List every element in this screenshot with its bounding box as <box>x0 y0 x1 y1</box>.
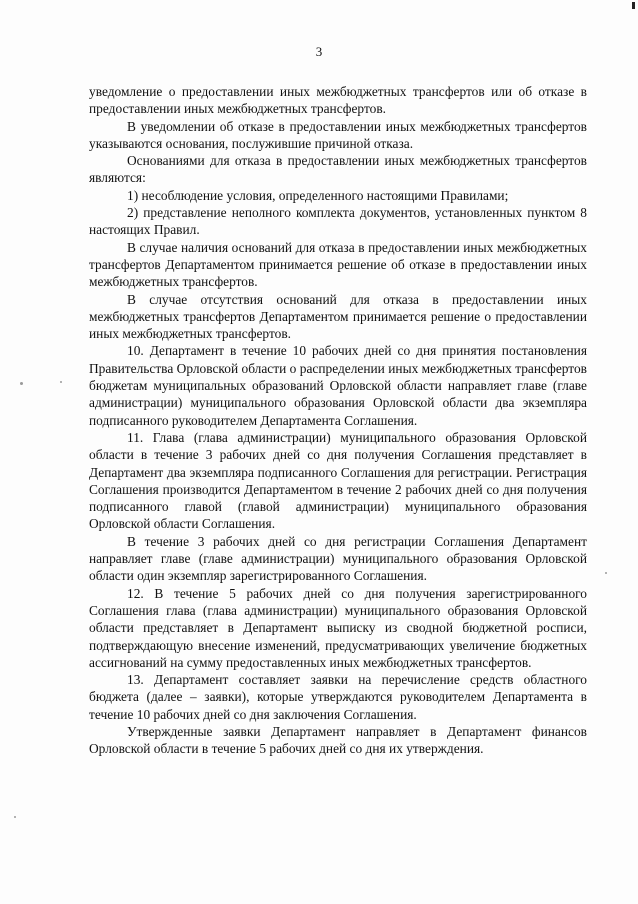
paragraph-notification-continuation: уведомление о предоставлении иных межбюджетных трансфертов или об отказе в предоставлении иных межбюджетных трансфертов. <box>89 84 587 117</box>
paragraph-clause-10: 10. Департамент в течение 10 рабочих дней со дня принятия постановления Правительства Орловской области о распределении иных межбюджетных трансфертов бюджетам муниципальных образований Орловской области направляет главе (главе администрации) муниципального образования Орловской области два экземпляра подписанного руководителем Департамента Соглашения. <box>89 343 587 428</box>
paragraph-clause-13: 13. Департамент составляет заявки на перечисление средств областного бюджета (далее – заявки), которые утверждаются руководителем Департамента в течение 10 рабочих дней со дня заключения Соглашения. <box>89 672 587 722</box>
scan-corner-mark <box>632 2 635 9</box>
paragraph-clause-11: 11. Глава (глава администрации) муниципального образования Орловской области в течение 3 рабочих дней со дня получения Соглашения представляет в Департамент два экземпляра подписанного Соглашения для регистрации. Регистрация Соглашения производится Департаментом в течение 2 рабочих дней со дня получения подписанного главой (главой администрации) муниципального образования Орловской области Соглашения. <box>89 429 587 532</box>
scan-speck <box>60 381 62 383</box>
list-item-refusal-ground-1: 1) несоблюдение условия, определенного настоящими Правилами; <box>127 187 509 203</box>
scan-speck <box>20 382 23 385</box>
paragraph-approval-decision: В случае отсутствия оснований для отказа в предоставлении иных межбюджетных трансфертов Департаментом принимается решение о предоставлении иных межбюджетных трансфертов. <box>89 291 587 342</box>
paragraph-refusal-grounds-intro: Основаниями для отказа в предоставлении иных межбюджетных трансфертов являются: <box>89 153 587 186</box>
list-item-refusal-ground-2: 2) представление неполного комплекта документов, установленных пунктом 8 настоящих Правил. <box>89 205 587 238</box>
paragraph-refusal-decision: В случае наличия оснований для отказа в предоставлении иных межбюджетных трансфертов Департаментом принимается решение об отказе в предоставлении иных межбюджетных трансфертов. <box>89 239 587 290</box>
document-body <box>89 83 587 758</box>
paragraph-refusal-grounds-stated: В уведомлении об отказе в предоставлении иных межбюджетных трансфертов указываются основания, послужившие причиной отказа. <box>89 118 587 151</box>
scan-speck <box>605 572 607 574</box>
scan-speck <box>14 816 16 818</box>
paragraph-agreement-registration: В течение 3 рабочих дней со дня регистрации Соглашения Департамент направляет главе (главе администрации) муниципального образования Орловской области один экземпляр зарегистрированного Соглашения. <box>89 533 587 584</box>
page-number: 3 <box>315 44 323 59</box>
paragraph-clause-12: 12. В течение 5 рабочих дней со дня получения зарегистрированного Соглашения глава (глава администрации) муниципального образования Орловской области представляет в Департамент выписку из сводной бюджетной росписи, подтверждающую внесение изменений, предусматривающих увеличение бюджетных ассигнований на сумму предоставленных иных межбюджетных трансфертов. <box>89 585 587 670</box>
paragraph-approved-requests: Утвержденные заявки Департамент направляет в Департамент финансов Орловской области в течение 5 рабочих дней со дня их утверждения. <box>89 723 587 757</box>
